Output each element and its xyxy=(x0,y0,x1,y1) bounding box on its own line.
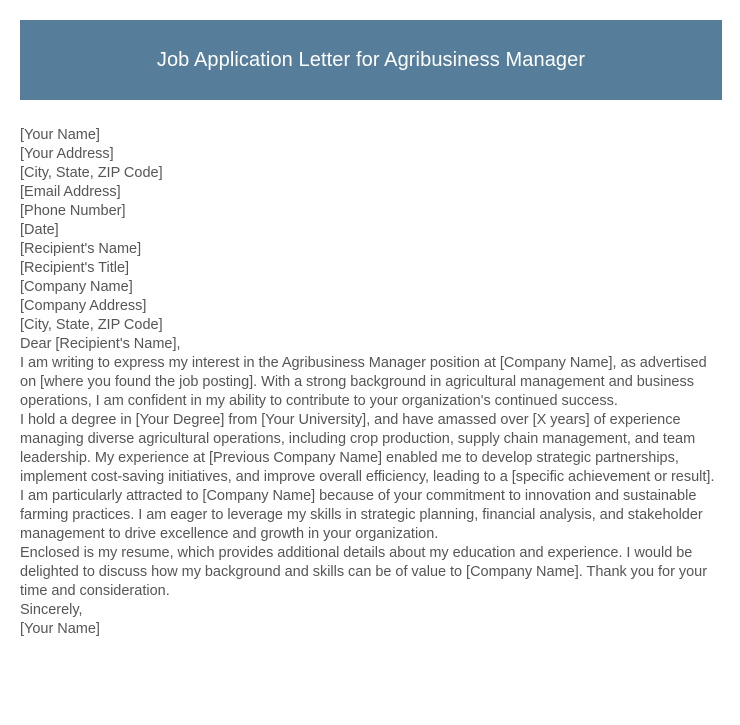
sender-line-phone: [Phone Number] xyxy=(20,203,126,219)
salutation: Dear [Recipient's Name], xyxy=(20,336,181,352)
body-paragraph-4: Enclosed is my resume, which provides additional details about my education and experience. I would be delighted to discuss how my background and skills can be of value to [Company Name]. Thank you for your time and consideration. xyxy=(20,545,708,599)
signature-name: [Your Name] xyxy=(20,621,100,637)
body-paragraph-1: I am writing to express my interest in the Agribusiness Manager position at [Company Name], as advertised on [where you found the job posting]. With a strong background in agricultural management and business operations, I am confident in my ability to contribute to your organization's continued success. xyxy=(20,355,707,409)
recipient-line-title: [Recipient's Title] xyxy=(20,260,130,276)
letter-body xyxy=(0,100,740,639)
sender-line-city: [City, State, ZIP Code] xyxy=(20,165,163,181)
recipient-address-block xyxy=(20,240,716,335)
closing-salutation: Sincerely, xyxy=(20,602,83,618)
sender-line-email: [Email Address] xyxy=(20,184,121,200)
page-title: Job Application Letter for Agribusiness Manager xyxy=(156,49,586,71)
letter-page xyxy=(0,20,740,725)
recipient-line-name: [Recipient's Name] xyxy=(20,241,142,257)
sender-line-name: [Your Name] xyxy=(20,127,100,143)
recipient-line-company: [Company Name] xyxy=(20,279,133,295)
recipient-line-city: [City, State, ZIP Code] xyxy=(20,317,163,333)
body-paragraph-2: I hold a degree in [Your Degree] from [Your University], and have amassed over [X years] of experience managing diverse agricultural operations, including crop production, supply chain management, and team leadership. My experience at [Previous Company Name] enabled me to develop strategic partnerships, implement cost-saving initiatives, and improve overall efficiency, leading to a [specific achievement or result]. xyxy=(20,412,715,485)
sender-address-block xyxy=(20,126,716,240)
body-paragraph-3: I am particularly attracted to [Company Name] because of your commitment to innovation and sustainable farming practices. I am eager to leverage my skills in strategic planning, financial analysis, and stakeholder management to drive excellence and growth in your organization. xyxy=(20,488,703,542)
letter-header-banner xyxy=(20,20,722,100)
sender-line-date: [Date] xyxy=(20,222,59,238)
sender-line-address: [Your Address] xyxy=(20,146,114,162)
recipient-line-address: [Company Address] xyxy=(20,298,147,314)
